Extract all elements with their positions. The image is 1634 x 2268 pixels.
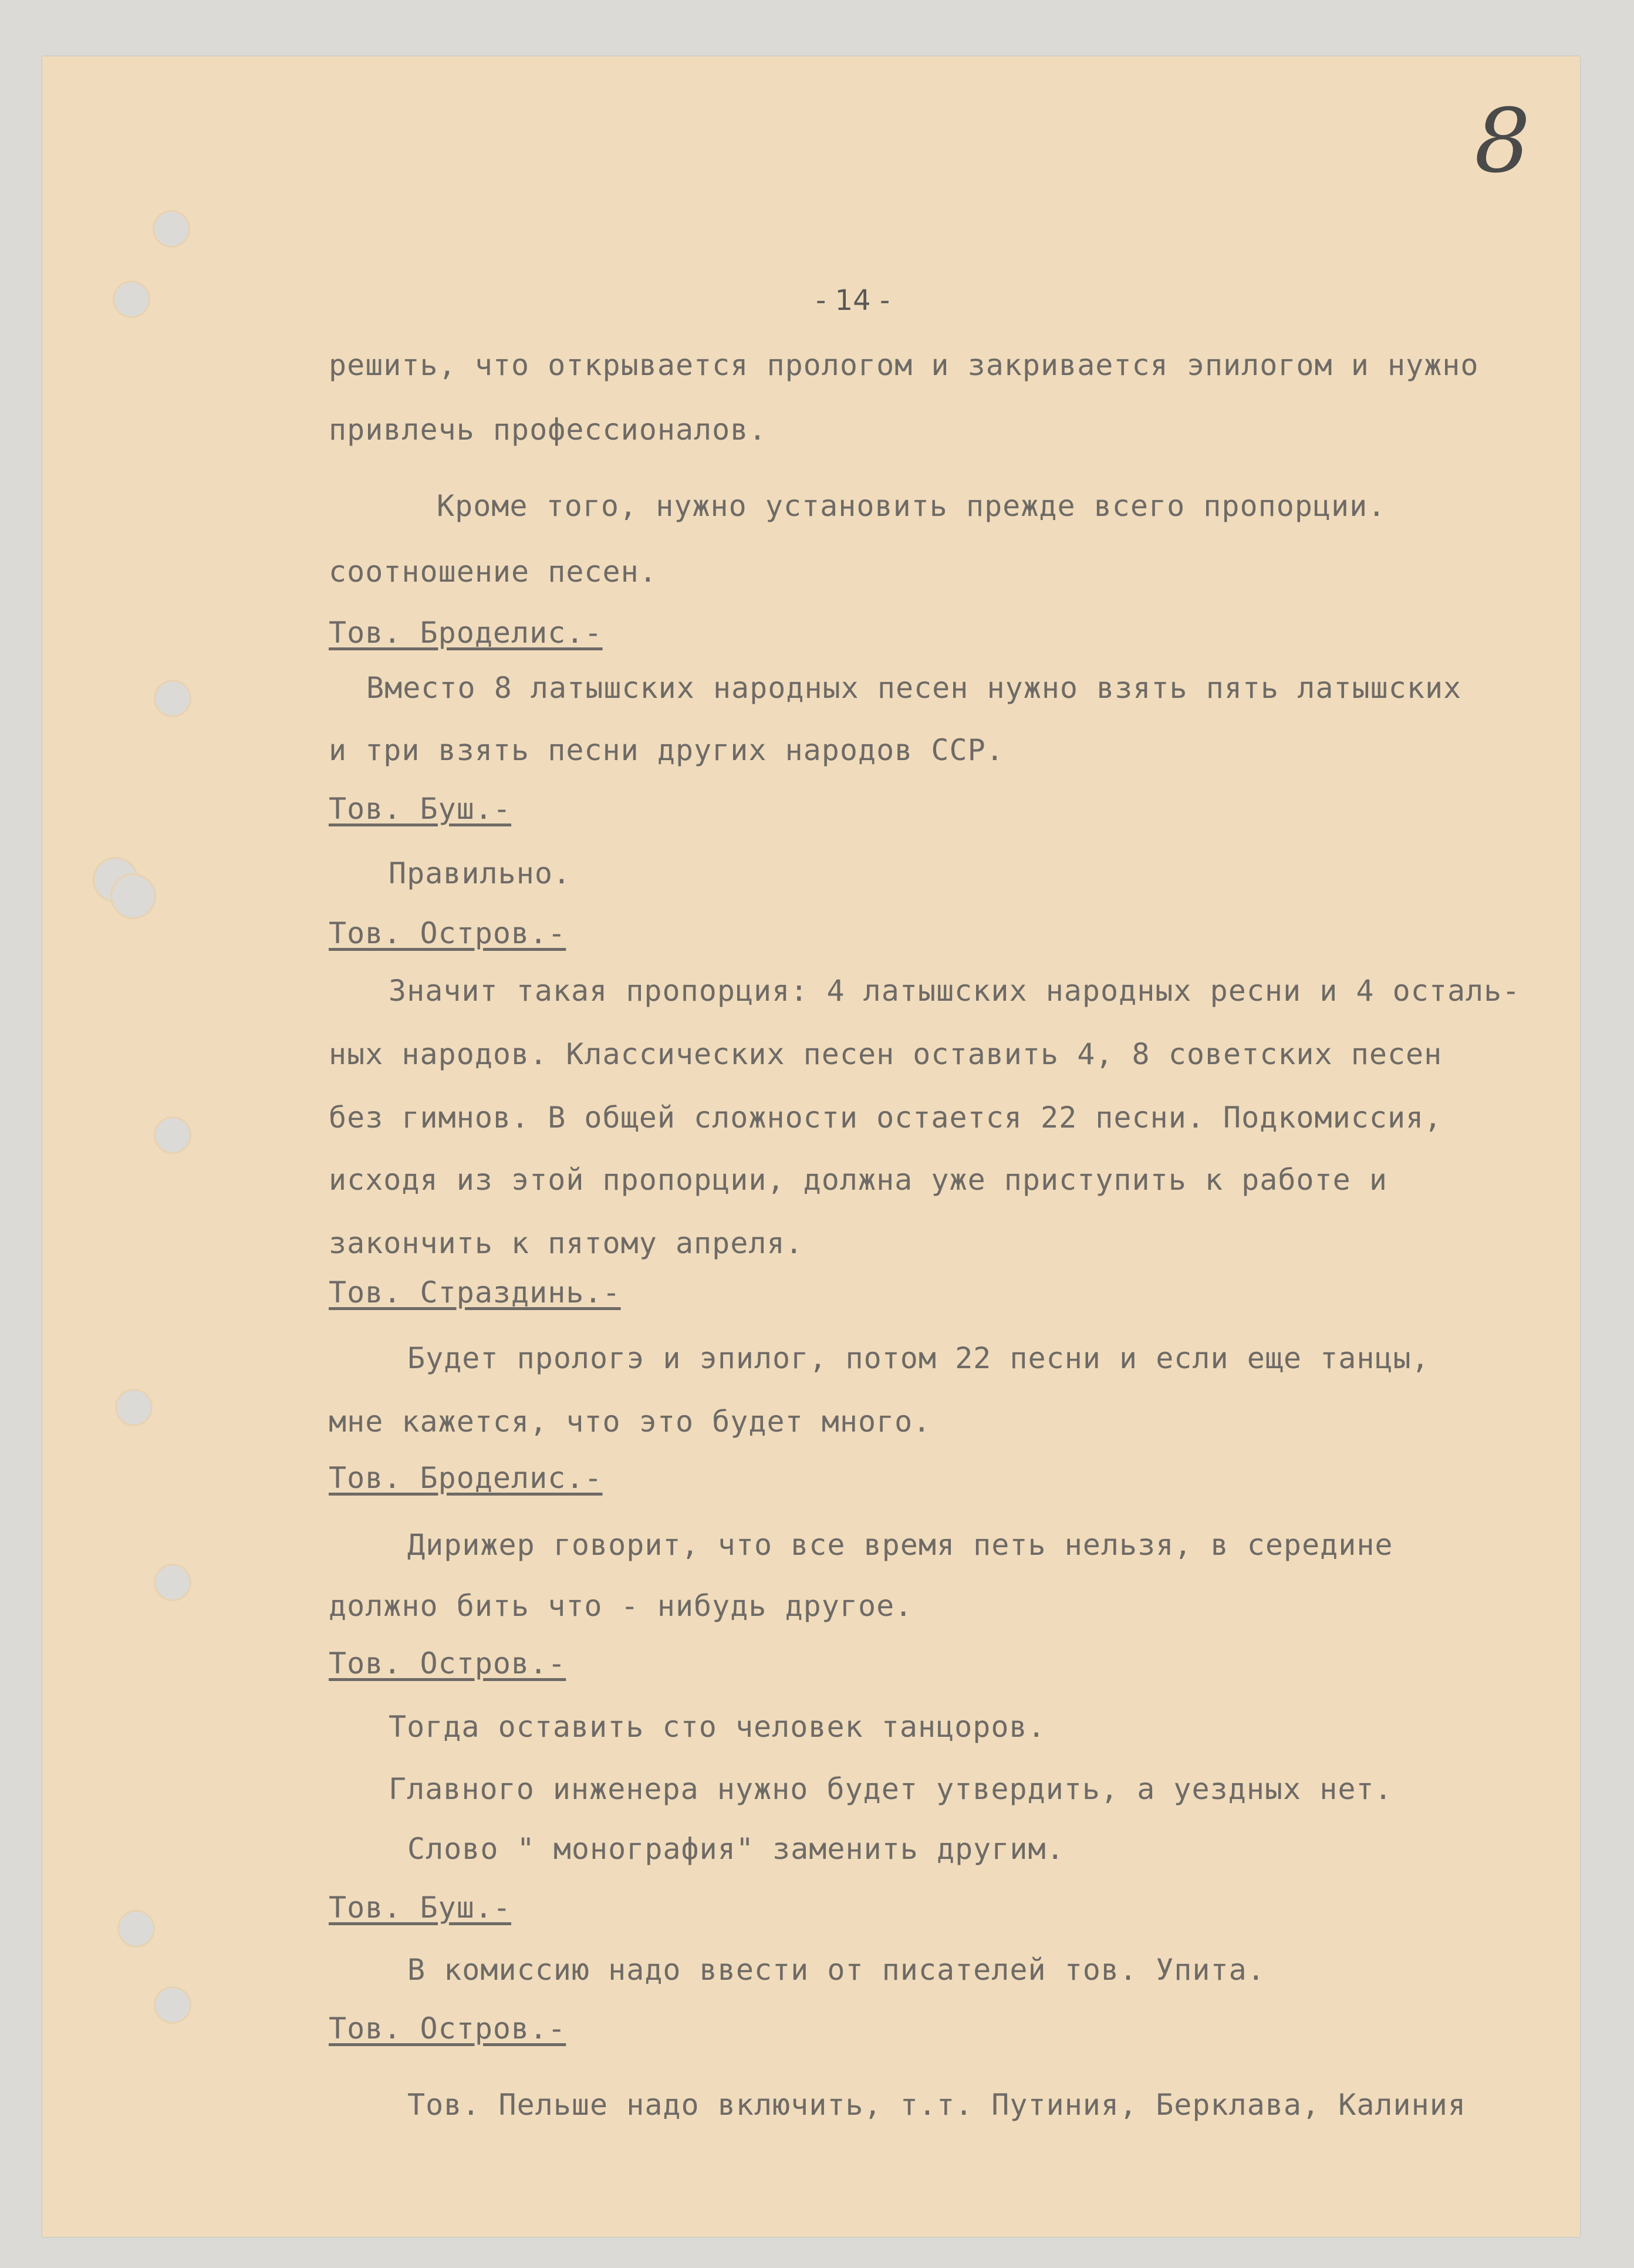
text-line: и три взять песни других народов ССР. <box>329 733 1004 767</box>
text-line: мне кажется, что это будет много. <box>329 1405 931 1439</box>
text-line: Слово " монография" заменить другим. <box>407 1832 1065 1866</box>
text-line: исходя из этой пропорции, должна уже приступить к работе и <box>329 1163 1387 1197</box>
speaker-label: Тов. Броделис.- <box>329 1461 603 1495</box>
text-line: решить, что открывается прологом и закривается эпилогом и нужно <box>329 348 1479 382</box>
punch-hole <box>154 1564 191 1601</box>
text-line: Тов. Пельше надо включить, т.т. Путиния, Берклава, Калиния <box>407 2088 1466 2122</box>
text-line: ных народов. Классических песен оставить 4, 8 советских песен <box>329 1037 1443 1071</box>
punch-hole <box>154 1986 191 2024</box>
text-line: должно бить что - нибудь другое. <box>329 1589 913 1623</box>
text-line: Тогда оставить сто человек танцоров. <box>389 1710 1046 1744</box>
typed-page-number: - 14 - <box>816 284 890 317</box>
text-line: Главного инженера нужно будет утвердить, а уездных нет. <box>389 1772 1393 1806</box>
text-line: Значит такая пропорция: 4 латышских народных ресни и 4 осталь- <box>389 974 1521 1008</box>
document-page <box>42 56 1580 2237</box>
text-line: привлечь профессионалов. <box>329 413 767 447</box>
text-line: Вместо 8 латышских народных песен нужно взять пять латышских <box>366 671 1462 705</box>
speaker-label: Тов. Броделис.- <box>329 616 603 650</box>
handwritten-page-number: 8 <box>1474 90 1531 193</box>
speaker-label: Тов. Буш.- <box>329 1891 512 1925</box>
text-line: Правильно. <box>389 856 572 890</box>
speaker-label: Тов. Буш.- <box>329 792 512 826</box>
text-line: Дирижер говорит, что все время петь нельзя, в середине <box>407 1528 1393 1562</box>
punch-hole <box>154 680 191 717</box>
text-line: Кроме того, нужно установить прежде всего пропорции. <box>437 489 1386 523</box>
text-line: В комиссию надо ввести от писателей тов. Упита. <box>407 1953 1265 1987</box>
punch-hole <box>110 873 156 919</box>
text-line: соотношение песен. <box>329 555 657 589</box>
text-line: Будет прологэ и эпилог, потом 22 песни и если еще танцы, <box>407 1341 1430 1375</box>
speaker-label: Тов. Остров.- <box>329 2012 566 2046</box>
punch-hole <box>154 1116 191 1154</box>
speaker-label: Тов. Страздинь.- <box>329 1275 621 1310</box>
punch-hole <box>153 210 190 248</box>
speaker-label: Тов. Остров.- <box>329 1646 566 1680</box>
punch-hole <box>115 1389 153 1426</box>
punch-hole <box>113 281 150 318</box>
speaker-label: Тов. Остров.- <box>329 916 566 950</box>
punch-hole <box>117 1910 155 1948</box>
text-line: без гимнов. В общей сложности остается 22 песни. Подкомиссия, <box>329 1101 1443 1135</box>
text-line: закончить к пятому апреля. <box>329 1226 804 1260</box>
